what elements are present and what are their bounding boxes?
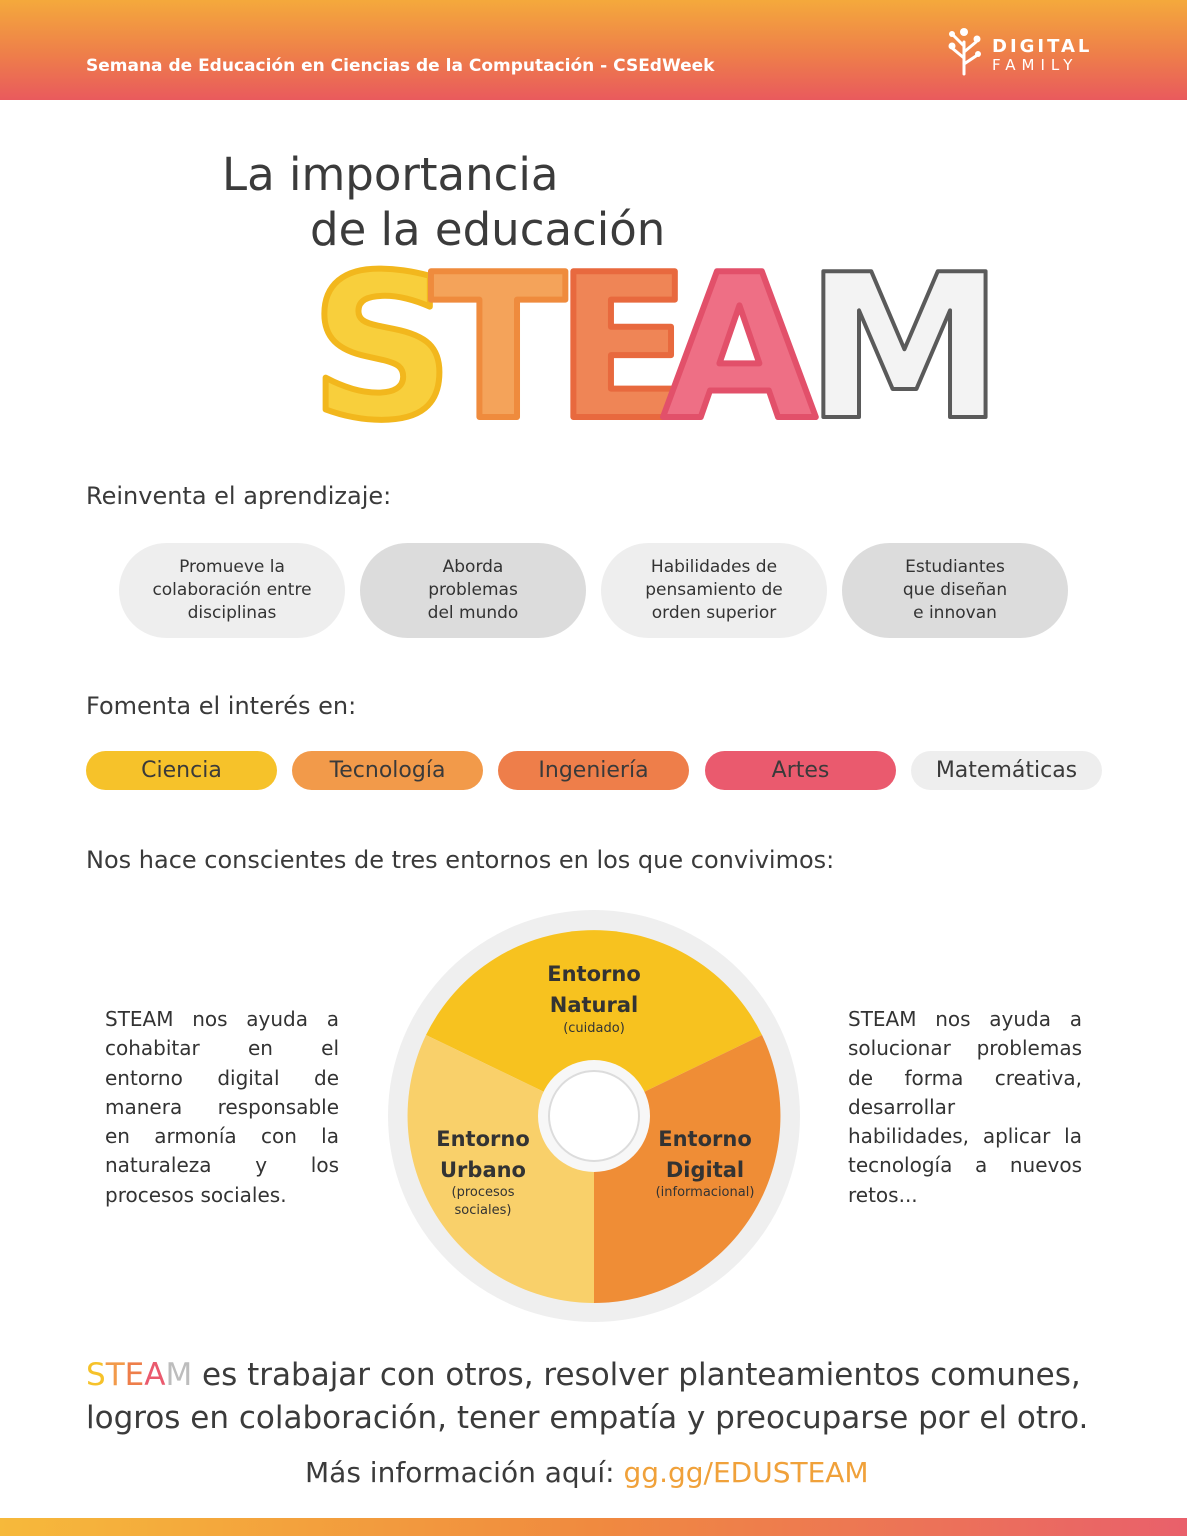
pill-estudiantes xyxy=(842,543,1068,638)
footer-bar xyxy=(0,1518,1187,1536)
tag-ciencia: Ciencia xyxy=(86,751,277,790)
natural-label-line1: Entorno xyxy=(547,962,641,986)
urbano-sub-line1: (procesos xyxy=(451,1185,515,1200)
left-description: STEAM nos ayuda a cohabitar en el entorno digital de manera responsable en armonía con la naturaleza y los procesos sociales. xyxy=(105,1007,339,1207)
page-title-line2: de la educación xyxy=(310,203,666,256)
right-description: STEAM nos ayuda a solucionar problemas de forma creativa, desarrollar habilidades, aplicar la tecnología a nuevos retos... xyxy=(848,1007,1082,1207)
tag-ingenieria: Ingeniería xyxy=(498,751,689,790)
event-title: Semana de Educación en Ciencias de la Computación - CSEdWeek xyxy=(86,56,715,76)
steam-letter-s: S xyxy=(310,232,455,465)
closing-line2: logros en colaboración, tener empatía y preocuparse por el otro. xyxy=(86,1400,1089,1436)
entornos-wheel xyxy=(386,908,802,1324)
digital-sub: (informacional) xyxy=(655,1185,755,1200)
more-info-label: Más información aquí: xyxy=(305,1456,624,1489)
steam-wordmark xyxy=(300,232,1005,465)
pill-label: Aborda problemas del mundo xyxy=(427,557,519,623)
closing-statement xyxy=(86,1354,1116,1440)
closing-letter-t: T xyxy=(105,1357,125,1393)
steam-letter-e: E xyxy=(555,232,692,465)
center-circle xyxy=(549,1071,639,1161)
section-heading-fomenta: Fomenta el interés en: xyxy=(86,692,357,720)
urbano-label-line1: Entorno xyxy=(436,1127,530,1151)
section-heading-entornos: Nos hace conscientes de tres entornos en los que convivimos: xyxy=(86,846,835,874)
header-banner xyxy=(0,0,1187,100)
section-heading-reinventa: Reinventa el aprendizaje: xyxy=(86,482,392,510)
pill-problemas xyxy=(360,543,586,638)
steam-letter-t: T xyxy=(430,232,567,465)
tag-tecnologia: Tecnología xyxy=(292,751,483,790)
steam-letter-a: A xyxy=(662,232,817,465)
tag-matematicas: Matemáticas xyxy=(911,751,1102,790)
pill-label: Promueve la colaboración entre disciplinas xyxy=(152,557,312,623)
tag-artes: Artes xyxy=(705,751,896,790)
logo-text-family: FAMILY xyxy=(992,56,1079,74)
logo-text-digital: DIGITAL xyxy=(992,36,1093,57)
closing-letter-s: S xyxy=(86,1357,106,1393)
closing-letter-a: A xyxy=(144,1357,166,1393)
page-title-line1: La importancia xyxy=(222,148,559,201)
pill-habilidades xyxy=(601,543,827,638)
closing-line1 xyxy=(86,1354,1116,1397)
more-info xyxy=(305,1456,869,1489)
digital-label-line2: Digital xyxy=(665,1158,745,1182)
digital-family-logo xyxy=(944,22,1114,78)
pill-label: Estudiantes que diseñan e innovan xyxy=(902,557,1008,623)
tree-icon xyxy=(944,24,984,76)
closing-letter-e: E xyxy=(124,1357,145,1393)
urbano-label-line2: Urbano xyxy=(440,1158,526,1182)
more-info-link[interactable]: gg.gg/EDUSTEAM xyxy=(623,1456,869,1489)
natural-sub: (cuidado) xyxy=(563,1021,625,1036)
closing-letter-m: M xyxy=(165,1357,193,1393)
digital-label-line1: Entorno xyxy=(658,1127,752,1151)
pill-colaboracion xyxy=(119,543,345,638)
closing-line1-text: es trabajar con otros, resolver planteamientos comunes, xyxy=(192,1357,1081,1393)
urbano-sub-line2: sociales) xyxy=(454,1203,512,1218)
steam-letter-m: M xyxy=(805,232,1005,465)
natural-label-line2: Natural xyxy=(549,993,639,1017)
pill-label: Habilidades de pensamiento de orden superior xyxy=(645,557,783,623)
